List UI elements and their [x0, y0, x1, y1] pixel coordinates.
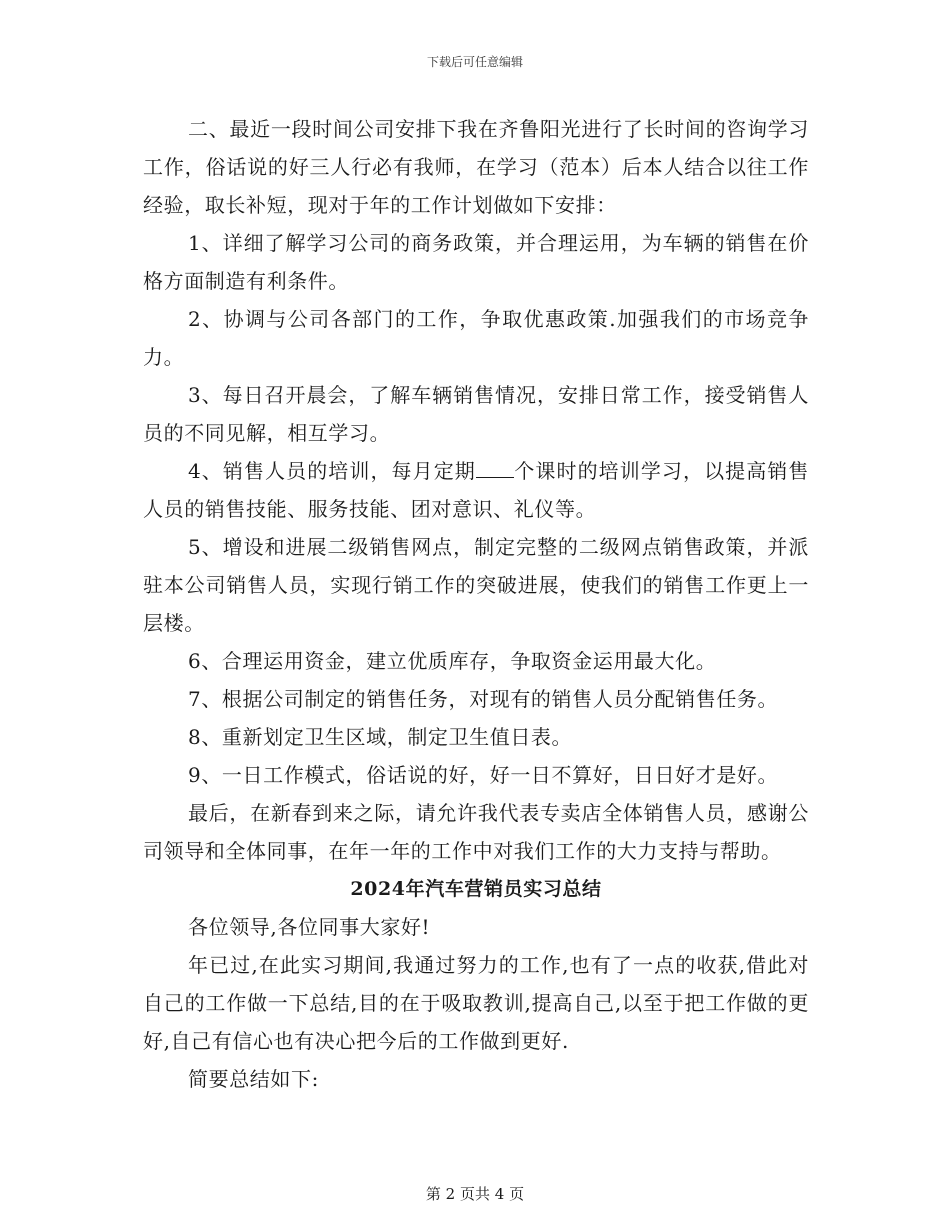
list-item-7: 7、根据公司制定的销售任务，对现有的销售人员分配销售任务。 — [188, 687, 779, 711]
list-item-9: 9、一日工作模式，俗话说的好，好一日不算好，日日好才是好。 — [188, 763, 779, 787]
list-item-2: 2、协调与公司各部门的工作，争取优惠政策.加强我们的市场竞争力。 — [143, 307, 809, 369]
summary-intro: 简要总结如下: — [188, 1067, 319, 1091]
summary-paragraph: 年已过,在此实习期间,我通过努力的工作,也有了一点的收获,借此对自己的工作做一下总结,目的在于吸取教训,提高自己,以至于把工作做的更好,自己有信心也有决心把今后的工作做到更好. — [143, 953, 809, 1053]
list-item-4-after: 个课时的培训学习，以提高销售人员的销售技能、服务技能、团对意识、礼仪等。 — [143, 459, 809, 521]
fill-in-blank — [476, 459, 514, 478]
list-item-3: 3、每日召开晨会，了解车辆销售情况，安排日常工作，接受销售人员的不同见解，相互学习。 — [143, 383, 809, 445]
list-item-1: 1、详细了解学习公司的商务政策，并合理运用，为车辆的销售在价格方面制造有利条件。 — [143, 231, 809, 293]
page-number: 第 2 页共 4 页 — [425, 1185, 525, 1203]
list-item-6: 6、合理运用资金，建立优质库存，争取资金运用最大化。 — [188, 649, 717, 673]
paragraph-intro: 二、最近一段时间公司安排下我在齐鲁阳光进行了长时间的咨询学习工作，俗话说的好三人行必有我师，在学习（范本）后本人结合以往工作经验，取长补短，现对于年的工作计划做如下安排： — [143, 117, 809, 217]
section-title: 2024年汽车营销员实习总结 — [350, 878, 602, 900]
list-item-8: 8、重新划定卫生区域，制定卫生值日表。 — [188, 725, 573, 749]
page-header: 下载后可任意编辑 — [426, 55, 523, 69]
paragraph-closing: 最后，在新春到来之际，请允许我代表专卖店全体销售人员，感谢公司领导和全体同事，在年一年的工作中对我们工作的大力支持与帮助。 — [143, 801, 809, 863]
list-item-4-before: 4、销售人员的培训，每月定期 — [188, 459, 476, 483]
greeting: 各位领导,各位同事大家好! — [188, 915, 431, 939]
list-item-4 — [143, 452, 809, 528]
list-item-5: 5、增设和进展二级销售网点，制定完整的二级网点销售政策，并派驻本公司销售人员，实现行销工作的突破进展，使我们的销售工作更上一层楼。 — [143, 535, 809, 635]
document-body — [143, 110, 809, 1098]
